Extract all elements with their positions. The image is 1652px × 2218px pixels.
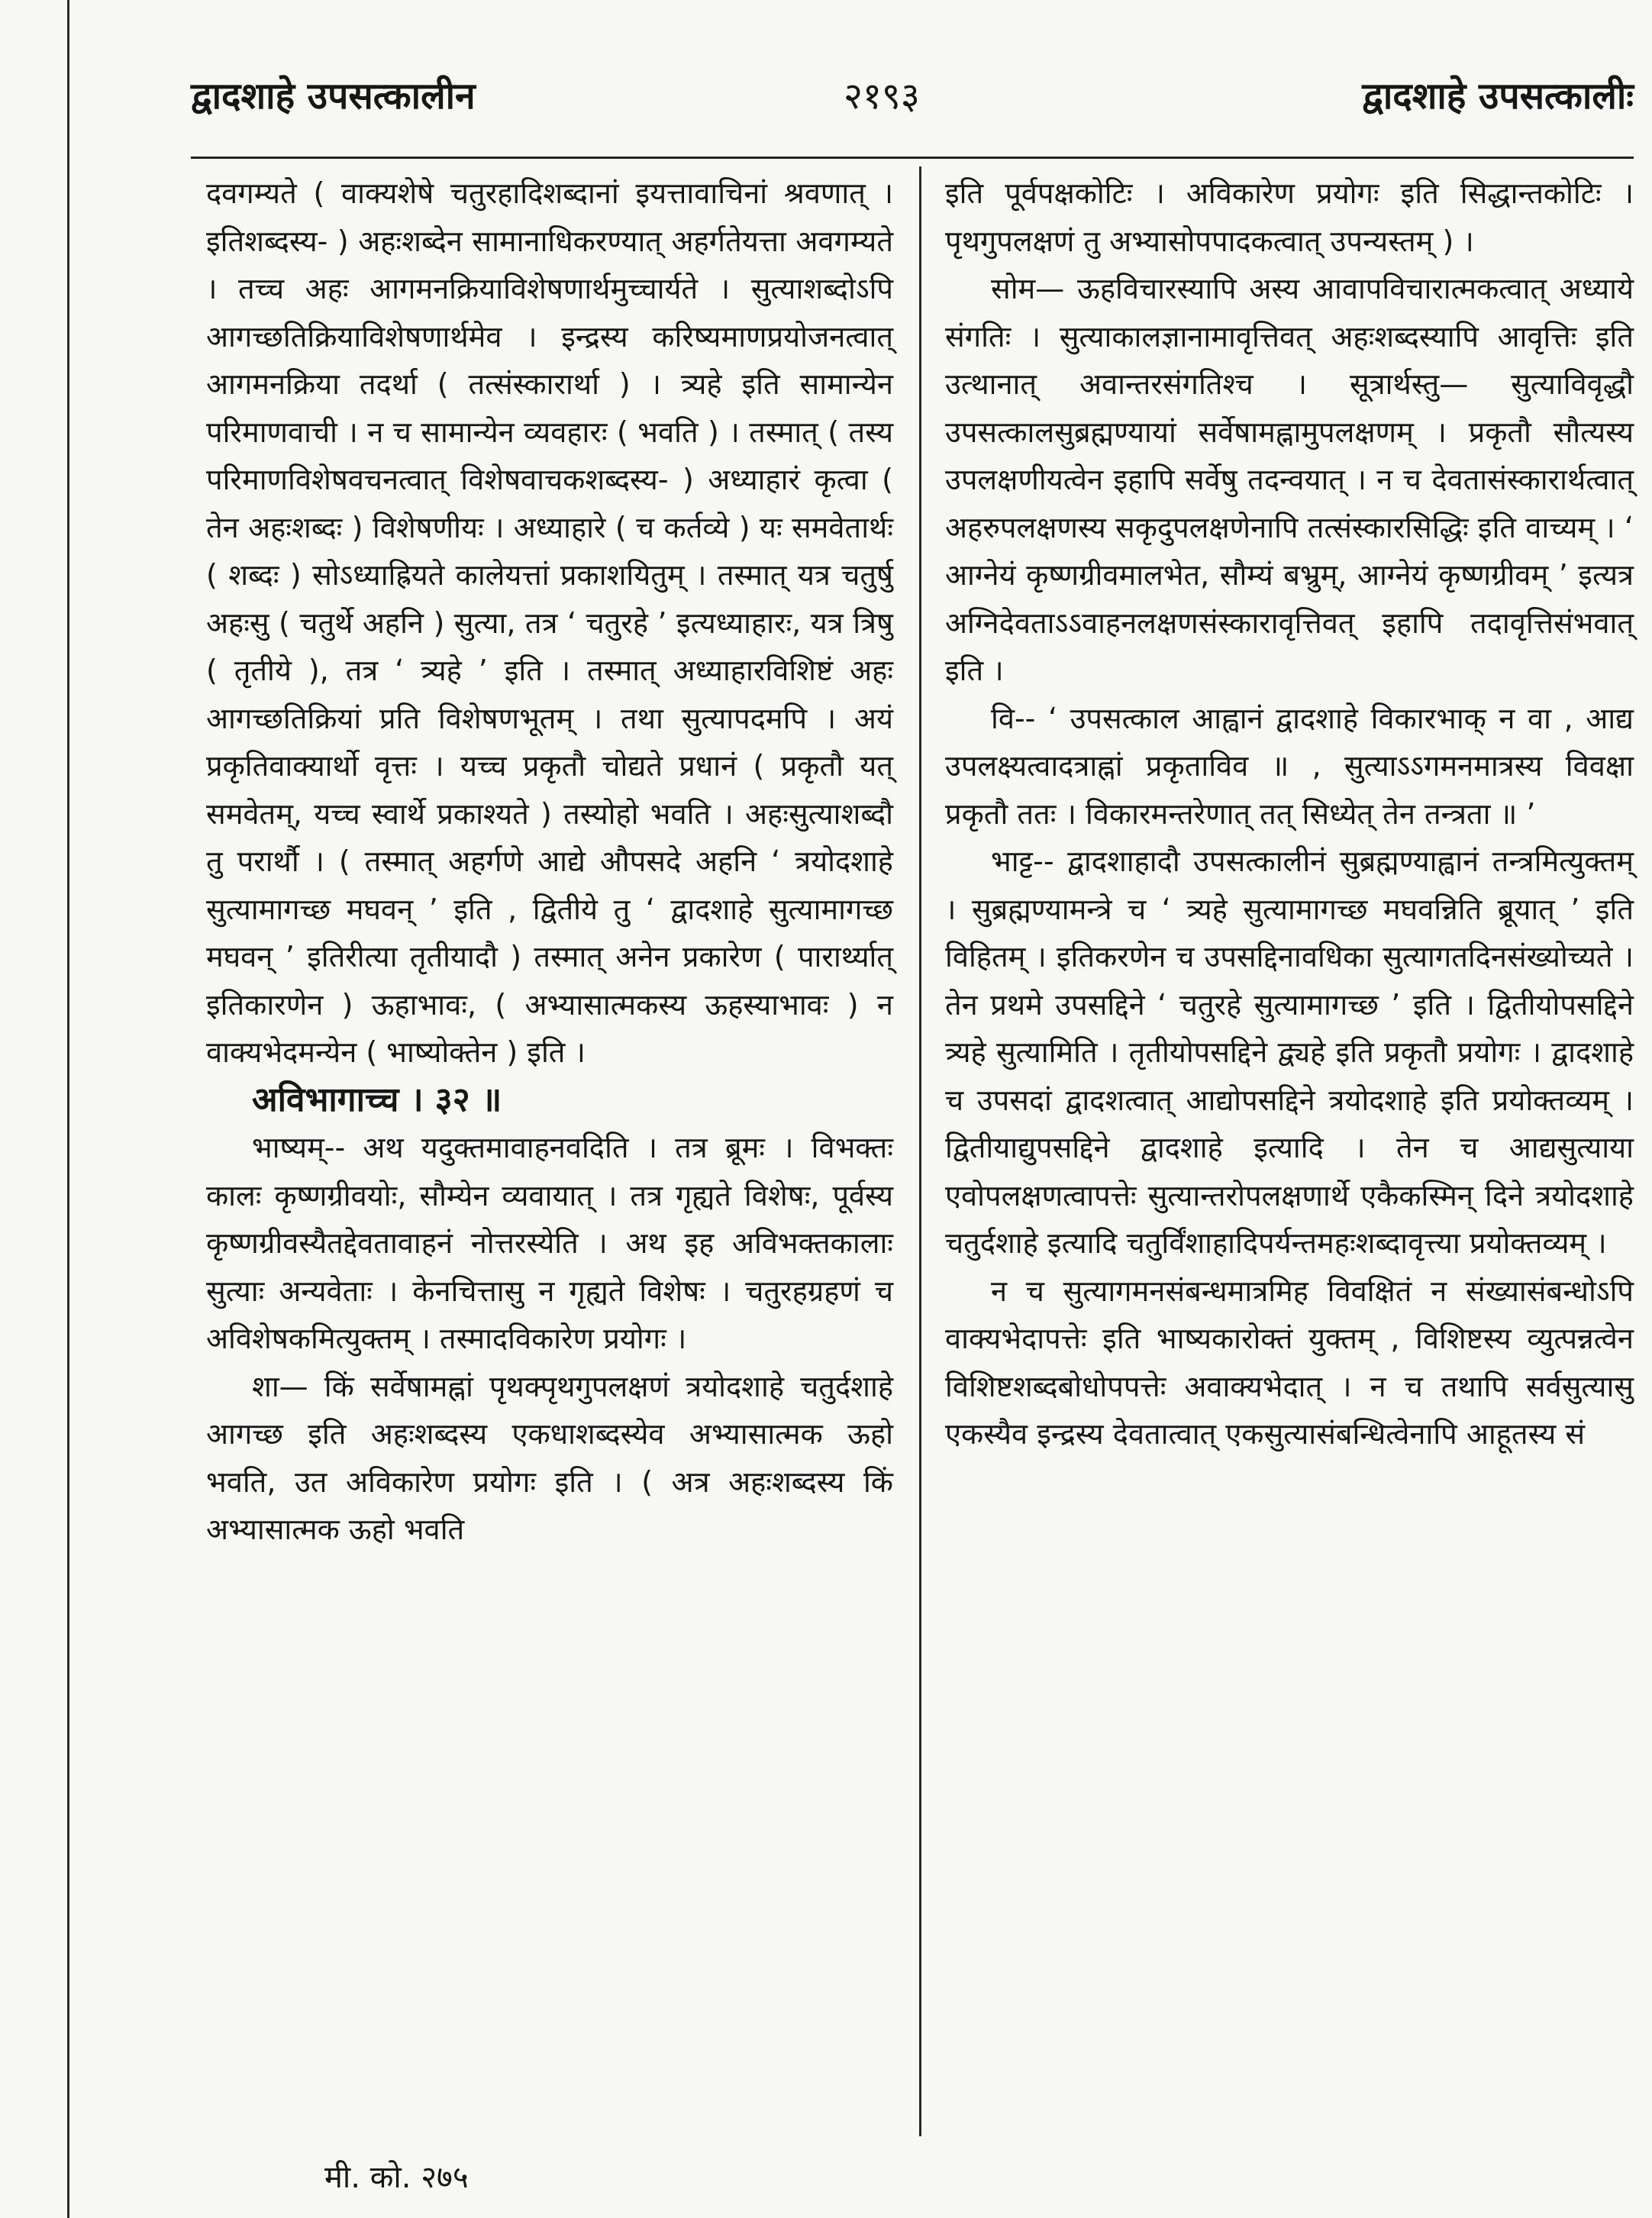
right-paragraph-soma: सोम— ऊहविचारस्यापि अस्य आवापविचारात्मकत्वात् अध्याये संगतिः । सुत्याकालज्ञानामावृत्तिवत् अहःशब्दस्यापि आवृत्तिः इति उत्थानात् अवान्तरसंगतिश्च । सूत्रार्थस्तु— सुत्याविवृद्धौ उपसत्कालसुब्रह्मण्यायां सर्वेषामह्नामुपलक्षणम् । प्रकृतौ सौत्यस्य उपलक्षणीयत्वेन इहापि सर्वेषु तदन्वयात् । न च देवतासंस्कारार्थत्वात् अहरुपलक्षणस्य सकृदुपलक्षणेनापि तत्संस्कारसिद्धिः इति वाच्यम् । ‘ आग्नेयं कृष्णग्रीवमालभेत, सौम्यं बभ्रुम्, आग्नेयं कृष्णग्रीवम् ’ इत्यत्र अग्निदेवताऽऽवाहनलक्षणसंस्कारावृत्तिवत् इहापि तदावृत्तिसंभवात् इति । xyxy=(945,272,1634,687)
header-left-title: द्वादशाहे उपसत्कालीन xyxy=(191,75,476,118)
right-column xyxy=(945,169,1634,1458)
left-column xyxy=(206,169,893,1554)
scan-edge-line-bottom xyxy=(67,229,69,2218)
running-header xyxy=(191,70,1634,124)
column-divider xyxy=(919,166,921,2136)
page-number: २१९३ xyxy=(844,75,920,118)
scan-edge-line-top xyxy=(67,0,69,229)
left-paragraph-shastradipika: शा— किं सर्वेषामह्नां पृथक्पृथगुपलक्षणं त्रयोदशाहे चतुर्दशाहे आगच्छ इति अहःशब्दस्य एकधाशब्दस्येव अभ्यासात्मक ऊहो भवति, उत अविकारेण प्रयोगः इति । ( अत्र अहःशब्दस्य किं अभ्यासात्मक ऊहो भवति xyxy=(206,1369,893,1546)
left-paragraph-1: दवगम्यते ( वाक्यशेषे चतुरहादिशब्दानां इयत्तावाचिनां श्रवणात् । इतिशब्दस्य- ) अहःशब्देन सामानाधिकरण्यात् अहर्गतेयत्ता अवगम्यते । तच्च अहः आगमनक्रियाविशेषणार्थमुच्चार्यते । सुत्याशब्दोऽपि आगच्छतिक्रियाविशेषणार्थमेव । इन्द्रस्य करिष्यमाणप्रयोजनत्वात् आगमनक्रिया तदर्था ( तत्संस्कारार्था ) । त्र्यहे इति सामान्येन परिमाणवाची । न च सामान्येन व्यवहारः ( भवति ) । तस्मात् ( तस्य परिमाणविशेषवचनत्वात् विशेषवाचकशब्दस्य- ) अध्याहारं कृत्वा ( तेन अहःशब्दः ) विशेषणीयः । अध्याहारे ( च कर्तव्ये ) यः समवेतार्थः ( शब्दः ) सोऽध्याह्रियते कालेयत्तां प्रकाशयितुम् । तस्मात् यत्र चतुर्षु अहःसु ( चतुर्थे अहनि ) सुत्या, तत्र ‘ चतुरहे ’ इत्यध्याहारः, यत्र त्रिषु ( तृतीये ), तत्र ‘ त्र्यहे ’ इति । तस्मात् अध्याहारविशिष्टं अहः आगच्छतिक्रियां प्रति विशेषणभूतम् । तथा सुत्यापदमपि । अयं प्रकृतिवाक्यार्थो वृत्तः । यच्च प्रकृतौ चोद्यते प्रधानं ( प्रकृतौ यत् समवेतम्, यच्च स्वार्थे प्रकाश्यते ) तस्योहो भवति । अहःसुत्याशब्दौ तु परार्थौ । ( तस्मात् अहर्गणे आद्ये औपसदे अहनि ‘ त्रयोदशाहे सुत्यामागच्छ मघवन् ’ इति , द्वितीये तु ‘ द्वादशाहे सुत्यामागच्छ मघवन् ’ इतिरीत्या तृतीयादौ ) तस्मात् अनेन प्रकारेण ( पारार्थ्यात् इतिकारणेन ) ऊहाभावः, ( अभ्यासात्मकस्य ऊहस्याभावः ) न वाक्यभेदमन्येन ( भाष्योक्तेन ) इति । xyxy=(206,176,893,1069)
footer-signature: मी. को. २७५ xyxy=(324,2160,469,2195)
header-rule xyxy=(191,157,1634,159)
right-paragraph-1: इति पूर्वपक्षकोटिः । अविकारेण प्रयोगः इति सिद्धान्तकोटिः । पृथगुपलक्षणं तु अभ्यासोपपादकत्वात् उपन्यस्तम् ) । xyxy=(945,176,1634,258)
right-paragraph-vi: वि-- ‘ उपसत्काल आह्वानं द्वादशाहे विकारभाक् न वा , आद्य उपलक्ष्यत्वादत्राह्नां प्रकृताविव ॥ , सुत्याऽऽगमनमात्रस्य विवक्षा प्रकृतौ ततः । विकारमन्तरेणात् तत् सिध्येत् तेन तन्त्रता ॥ ’ xyxy=(945,701,1634,831)
header-right-title: द्वादशाहे उपसत्कालीः xyxy=(1362,75,1634,118)
right-paragraph-final: न च सुत्यागमनसंबन्धमात्रमिह विवक्षितं न संख्यासंबन्धोऽपि वाक्यभेदापत्तेः इति भाष्यकारोक्तं युक्तम् , विशिष्टस्य व्युत्पन्नत्वेन विशिष्टशब्दबोधोपपत्तेः अवाक्यभेदात् । न च तथापि सर्वसुत्यासु एकस्यैव इन्द्रस्य देवतात्वात् एकसुत्यासंबन्धित्वेनापि आहूतस्य सं xyxy=(945,1274,1634,1451)
sutra-heading: अविभागाच्च । ३२ ॥ xyxy=(252,1080,502,1119)
left-paragraph-bhashyam: भाष्यम्-- अथ यदुक्तमावाहनवदिति । तत्र ब्रूमः । विभक्तः कालः कृष्णग्रीवयोः, सौम्येन व्यवायात् । तत्र गृह्यते विशेषः, पूर्वस्य कृष्णग्रीवस्यैतद्देवतावाहनं नोत्तरस्येति । अथ इह अविभक्तकालाः सुत्याः अन्यवेताः । केनचित्तासु न गृह्यते विशेषः । चतुरहग्रहणं च अविशेषकमित्युक्तम् । तस्मादविकारेण प्रयोगः । xyxy=(206,1131,893,1355)
right-paragraph-bhatta: भाट्ट-- द्वादशाहादौ उपसत्कालीनं सुब्रह्मण्याह्वानं तन्त्रमित्युक्तम् । सुब्रह्मण्यामन्त्रे च ‘ त्र्यहे सुत्यामागच्छ मघवन्निति ब्रूयात् ’ इति विहितम् । इतिकरणेन च उपसद्दिनावधिका सुत्यागतदिनसंख्योच्यते । तेन प्रथमे उपसद्दिने ‘ चतुरहे सुत्यामागच्छ ’ इति । द्वितीयोपसद्दिने त्र्यहे सुत्यामिति । तृतीयोपसद्दिने द्व्यहे इति प्रकृतौ प्रयोगः । द्वादशाहे च उपसदां द्वादशत्वात् आद्योपसद्दिने त्रयोदशाहे इति प्रयोक्तव्यम् । द्वितीयाद्युपसद्दिने द्वादशाहे इत्यादि । तेन च आद्यसुत्याया एवोपलक्षणत्वापत्तेः सुत्यान्तरोपलक्षणार्थे एकैकस्मिन् दिने त्रयोदशाहे चतुर्दशाहे इत्यादि चतुर्विंशाहादिपर्यन्तमहःशब्दावृत्त्या प्रयोक्तव्यम् । xyxy=(945,844,1634,1260)
